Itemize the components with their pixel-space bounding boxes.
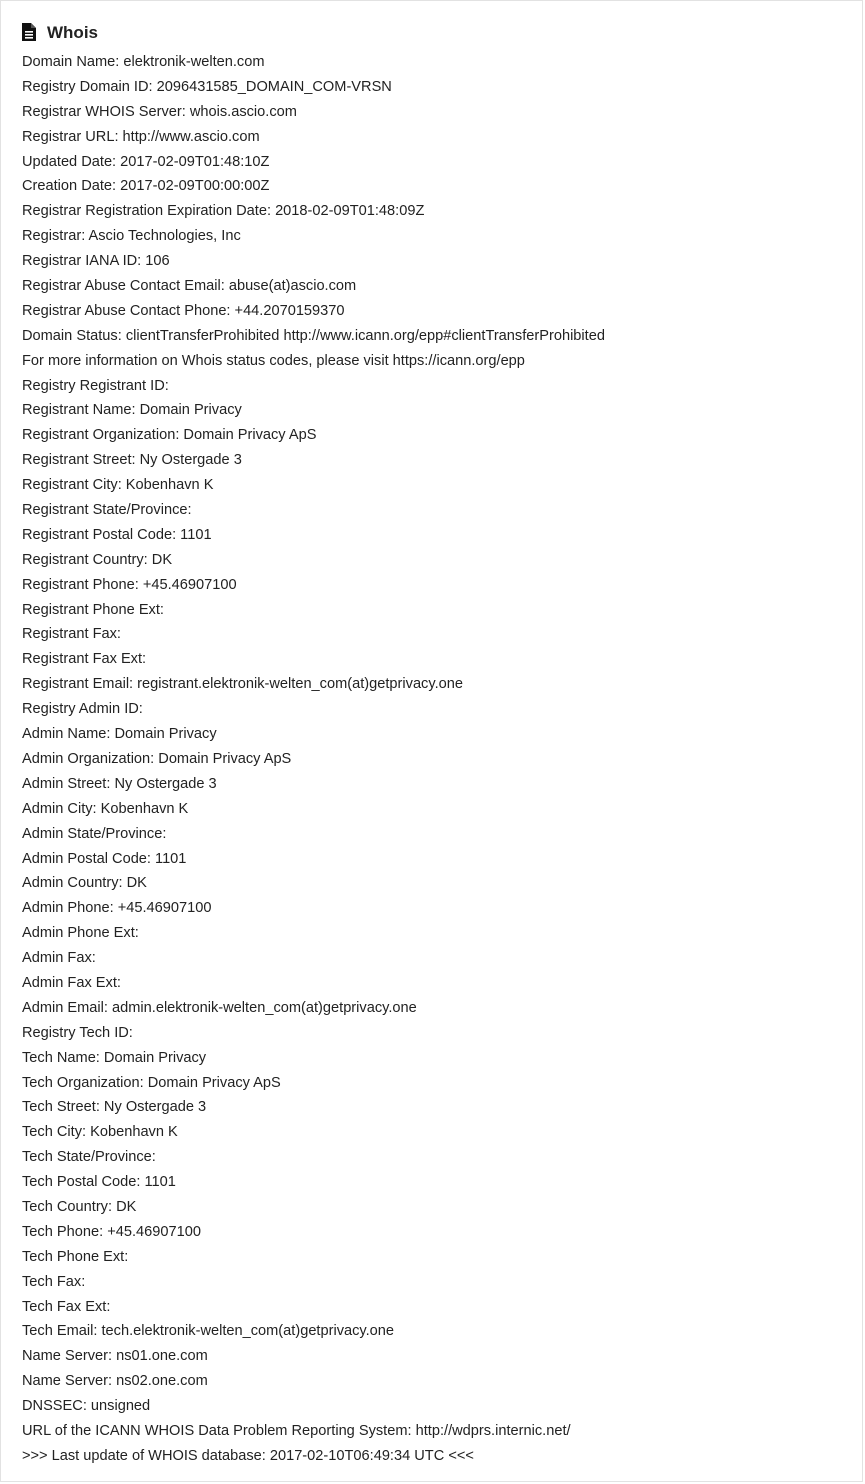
whois-record-line: Admin Phone: +45.46907100 — [22, 900, 212, 917]
whois-record-line: Tech Phone Ext: — [22, 1248, 129, 1265]
whois-record-line: Tech Postal Code: 1101 — [22, 1174, 176, 1191]
whois-record-line: Admin Country: DK — [22, 875, 147, 892]
whois-record-line: Registrant Postal Code: 1101 — [22, 526, 212, 543]
whois-record-line: Registrant Fax: — [22, 626, 121, 643]
whois-record-line: Registrant Phone Ext: — [22, 601, 164, 618]
whois-record-line: Domain Status: clientTransferProhibited http://www.icann.org/epp#clientTransferProhibited — [22, 327, 605, 344]
whois-record-line: Tech Organization: Domain Privacy ApS — [22, 1074, 281, 1091]
whois-record-line: Admin Phone Ext: — [22, 925, 139, 942]
whois-record-line: Registrar Abuse Contact Email: abuse(at)ascio.com — [22, 278, 357, 295]
whois-record-line: Registrar Registration Expiration Date: 2018-02-09T01:48:09Z — [22, 203, 425, 220]
whois-record-line: For more information on Whois status codes, please visit https://icann.org/epp — [22, 352, 525, 369]
whois-record-line: Admin Organization: Domain Privacy ApS — [22, 750, 292, 767]
whois-record-line: Registrar URL: http://www.ascio.com — [22, 128, 260, 145]
whois-record-line: Name Server: ns02.one.com — [22, 1373, 208, 1390]
whois-header — [22, 21, 98, 45]
whois-record-line: Registry Registrant ID: — [22, 377, 169, 394]
whois-record-line: Admin Email: admin.elektronik-welten_com(at)getprivacy.one — [22, 999, 417, 1016]
whois-record-line: Registrar Abuse Contact Phone: +44.2070159370 — [22, 302, 345, 319]
whois-record-line: Registry Admin ID: — [22, 701, 143, 718]
whois-record-line: Admin Name: Domain Privacy — [22, 726, 217, 743]
whois-record-line: Tech State/Province: — [22, 1149, 156, 1166]
whois-record-line: Admin Postal Code: 1101 — [22, 850, 187, 867]
whois-record-line: Registrar: Ascio Technologies, Inc — [22, 228, 241, 245]
whois-record-line: Registry Domain ID: 2096431585_DOMAIN_COM-VRSN — [22, 78, 392, 95]
whois-record-line: Tech City: Kobenhavn K — [22, 1124, 178, 1141]
whois-record-list — [22, 50, 605, 1469]
whois-record-line: Registry Tech ID: — [22, 1024, 133, 1041]
whois-record-line: Name Server: ns01.one.com — [22, 1348, 208, 1365]
whois-record-line: Tech Street: Ny Ostergade 3 — [22, 1099, 207, 1116]
whois-record-line: Tech Fax Ext: — [22, 1298, 111, 1315]
whois-record-line: Creation Date: 2017-02-09T00:00:00Z — [22, 178, 270, 195]
whois-record-line: URL of the ICANN WHOIS Data Problem Reporting System: http://wdprs.internic.net/ — [22, 1422, 571, 1439]
whois-record-line: Registrant Country: DK — [22, 551, 173, 568]
panel-title: Whois — [47, 23, 98, 42]
whois-record-line: Registrant State/Province: — [22, 502, 192, 519]
whois-record-line: >>> Last update of WHOIS database: 2017-02-10T06:49:34 UTC <<< — [22, 1447, 474, 1464]
whois-record-line: Registrant Organization: Domain Privacy ApS — [22, 427, 317, 444]
whois-record-line: Registrant Street: Ny Ostergade 3 — [22, 452, 242, 469]
document-icon — [22, 23, 38, 43]
whois-record-line: Registrant Email: registrant.elektronik-welten_com(at)getprivacy.one — [22, 676, 463, 693]
whois-record-line: Admin State/Province: — [22, 825, 167, 842]
whois-record-line: Registrant Phone: +45.46907100 — [22, 576, 237, 593]
whois-record-line: Tech Email: tech.elektronik-welten_com(at)getprivacy.one — [22, 1323, 395, 1340]
whois-record-line: Admin Fax: — [22, 950, 96, 967]
whois-record-line: Tech Phone: +45.46907100 — [22, 1223, 201, 1240]
whois-record-line: Domain Name: elektronik-welten.com — [22, 54, 265, 70]
whois-record-line: Tech Fax: — [22, 1273, 86, 1290]
whois-record-line: Registrant Name: Domain Privacy — [22, 402, 242, 419]
whois-record-line: Registrant Fax Ext: — [22, 651, 147, 668]
whois-record-line: Admin Fax Ext: — [22, 974, 121, 991]
whois-record-line: Tech Name: Domain Privacy — [22, 1049, 207, 1066]
whois-record-line: Registrant City: Kobenhavn K — [22, 477, 214, 494]
whois-record-line: Registrar IANA ID: 106 — [22, 253, 170, 270]
whois-record-line: Tech Country: DK — [22, 1198, 137, 1215]
whois-record-line: Registrar WHOIS Server: whois.ascio.com — [22, 103, 297, 120]
whois-record-line: Updated Date: 2017-02-09T01:48:10Z — [22, 153, 270, 170]
whois-record-line: Admin City: Kobenhavn K — [22, 800, 189, 817]
whois-record-line: DNSSEC: unsigned — [22, 1398, 151, 1415]
whois-record-line: Admin Street: Ny Ostergade 3 — [22, 775, 217, 792]
